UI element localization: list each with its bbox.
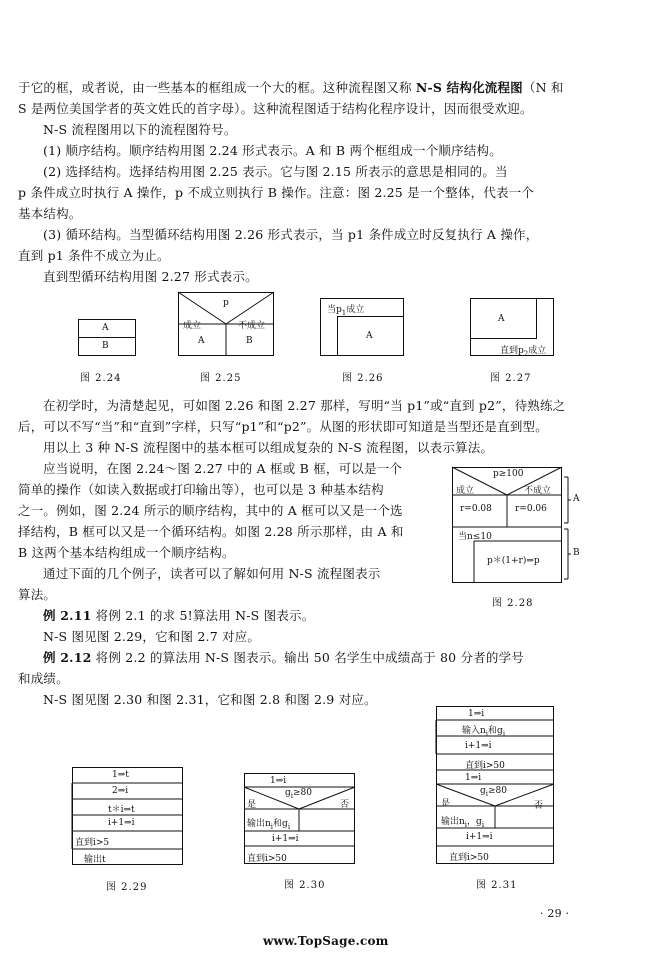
- scan-until: 直到i>50: [449, 853, 489, 863]
- text-line-24: 和成绩。: [18, 671, 69, 686]
- caption-2-25: 图 2.25: [200, 373, 242, 384]
- grades-init: 1⇒i: [270, 776, 287, 786]
- example-text-2-11: 将例 2.1 的求 5!算法用 N-S 图表示。: [91, 608, 315, 623]
- caption-2-30: 图 2.30: [284, 880, 326, 891]
- example-2-11: [43, 605, 314, 626]
- text-line-17: 择结构，B 框可以又是一个循环结构。如图 2.28 所示那样，由 A 和: [18, 524, 404, 539]
- example-label-2-11: 例 2.11: [43, 608, 92, 623]
- text-line-25: N-S 图见图 2.30 和图 2.31，它和图 2.8 和图 2.9 对应。: [43, 692, 377, 707]
- caption-2-24: 图 2.24: [80, 373, 122, 384]
- brace-label-a: A: [573, 494, 580, 504]
- scan-output: 输出$n_i$，$g_i$: [441, 817, 485, 829]
- grades-no-label: 否: [340, 800, 350, 810]
- factorial-step-2: 2⇒i: [112, 786, 129, 796]
- composite-loop-condition: 当n≤10: [458, 532, 492, 542]
- text-line-19: 通过下面的几个例子，读者可以了解如何用 N-S 流程图表示: [43, 566, 381, 581]
- text-line-2: S 是两位美国学者的英文姓氏的首字母）。这种流程图适于结构化程序设计，因而很受欢迎。: [18, 101, 533, 116]
- while-loop-body-a: A: [366, 331, 373, 341]
- factorial-until: 直到i>5: [75, 838, 110, 848]
- caption-2-27: 图 2.27: [490, 373, 532, 384]
- factorial-step-1: 1⇒t: [112, 770, 129, 780]
- text-line-8: (3) 循环结构。当型循环结构用图 2.26 形式表示，当 p1 条件成立时反复执行 A 操作，: [43, 227, 539, 242]
- grades-increment: i+1⇒i: [272, 834, 299, 844]
- text-line-14: 应当说明，在图 2.24～图 2.27 中的 A 框或 B 框，可以是一个: [43, 461, 403, 476]
- while-loop-condition: 当$p_1$成立: [327, 305, 365, 317]
- grades-output: 输出$n_i$和$g_i$: [247, 819, 291, 831]
- text-line-1c: （N 和: [522, 80, 564, 95]
- text-line-1: [18, 77, 564, 98]
- page-number: · 29 ·: [540, 907, 570, 920]
- text-line-15: 简单的操作（如读入数据或打印输出等），也可以是 3 种基本结构: [18, 482, 384, 497]
- composite-yes-label: 成立: [456, 486, 475, 496]
- selection-branch-a: A: [198, 336, 205, 346]
- until-loop-body-a: A: [498, 314, 505, 324]
- composite-no-label: 不成立: [524, 486, 552, 496]
- caption-2-28: 图 2.28: [492, 598, 534, 609]
- grades-yes-label: 是: [247, 800, 257, 810]
- text-line-7: 基本结构。: [18, 206, 82, 221]
- selection-no-label: 不成立: [238, 321, 266, 331]
- caption-2-26: 图 2.26: [342, 373, 384, 384]
- text-line-13: 用以上 3 种 N-S 流程图中的基本框可以组成复杂的 N-S 流程图，以表示算法。: [43, 440, 494, 455]
- text-line-18: B 这两个基本结构组成一个顺序结构。: [18, 545, 235, 560]
- scan-init: 1⇒i: [465, 773, 482, 783]
- example-text-2-12: 将例 2.2 的算法用 N-S 图表示。输出 50 名学生中成绩高于 80 分者的学号: [91, 650, 524, 665]
- seq-block-b: B: [102, 341, 109, 351]
- input-increment: i+1⇒i: [465, 741, 492, 751]
- brace-label-b: B: [573, 548, 580, 558]
- text-line-5: (2) 选择结构。选择结构用图 2.25 表示。它与图 2.15 所表示的意思是相同的。当: [43, 164, 508, 179]
- grades-condition: $g_i\ge 80$: [285, 788, 313, 800]
- input-until: 直到i>50: [465, 761, 505, 771]
- text-line-10: 直到型循环结构用图 2.27 形式表示。: [43, 269, 258, 284]
- seq-block-a: A: [102, 323, 109, 333]
- text-line-1a: 于它的框，或者说，由一些基本的框组成一个大的框。这种流程图又称: [18, 80, 416, 95]
- text-line-20: 算法。: [18, 587, 57, 602]
- example-2-12: [43, 647, 524, 668]
- input-read: 输入$n_i$和$g_i$: [462, 726, 506, 738]
- scan-no-label: 否: [534, 801, 544, 811]
- caption-2-31: 图 2.31: [476, 880, 518, 891]
- caption-2-29: 图 2.29: [106, 882, 148, 893]
- scan-increment: i+1⇒i: [466, 832, 493, 842]
- grades-until: 直到i>50: [247, 854, 287, 864]
- scan-condition: $g_i\ge 80$: [480, 786, 508, 798]
- text-line-3: N-S 流程图用以下的流程图符号。: [43, 122, 237, 137]
- example-label-2-12: 例 2.12: [43, 650, 92, 665]
- factorial-output: 输出t: [84, 855, 106, 865]
- factorial-step-4: i+1⇒i: [108, 818, 135, 828]
- text-line-4: (1) 顺序结构。顺序结构用图 2.24 形式表示。A 和 B 两个框组成一个顺序结构。: [43, 143, 502, 158]
- composite-condition: p≥100: [493, 469, 524, 479]
- factorial-step-3: t＊i⇒t: [108, 805, 135, 815]
- until-loop-condition: 直到$p_2$成立: [500, 346, 547, 358]
- selection-yes-label: 成立: [183, 321, 202, 331]
- term-ns-flowchart: N-S 结构化流程图: [415, 80, 523, 95]
- footer-url: www.TopSage.com: [263, 934, 389, 948]
- text-line-9: 直到 p1 条件不成立为止。: [18, 248, 170, 263]
- text-line-11: 在初学时，为清楚起见，可如图 2.26 和图 2.27 那样，写明“当 p1”或“直到 p2”，待熟练之: [43, 398, 566, 413]
- composite-loop-body: p＊(1+r)⇒p: [487, 556, 540, 566]
- composite-branch-left: r=0.08: [460, 504, 492, 514]
- input-init: 1⇒i: [468, 709, 485, 719]
- text-line-22: N-S 图见图 2.29，它和图 2.7 对应。: [43, 629, 261, 644]
- selection-condition: p: [223, 298, 229, 308]
- composite-branch-right: r=0.06: [515, 504, 547, 514]
- text-line-12: 后，可以不写“当”和“直到”字样，只写“p1”和“p2”。从图的形状即可知道是当型还是直到型。: [18, 419, 548, 434]
- text-line-6: p 条件成立时执行 A 操作，p 不成立则执行 B 操作。注意：图 2.25 是一个整体，代表一个: [18, 185, 535, 200]
- text-line-16: 之一。例如，图 2.24 所示的顺序结构，其中的 A 框可以又是一个选: [18, 503, 403, 518]
- selection-branch-b: B: [246, 336, 253, 346]
- scan-yes-label: 是: [441, 799, 451, 809]
